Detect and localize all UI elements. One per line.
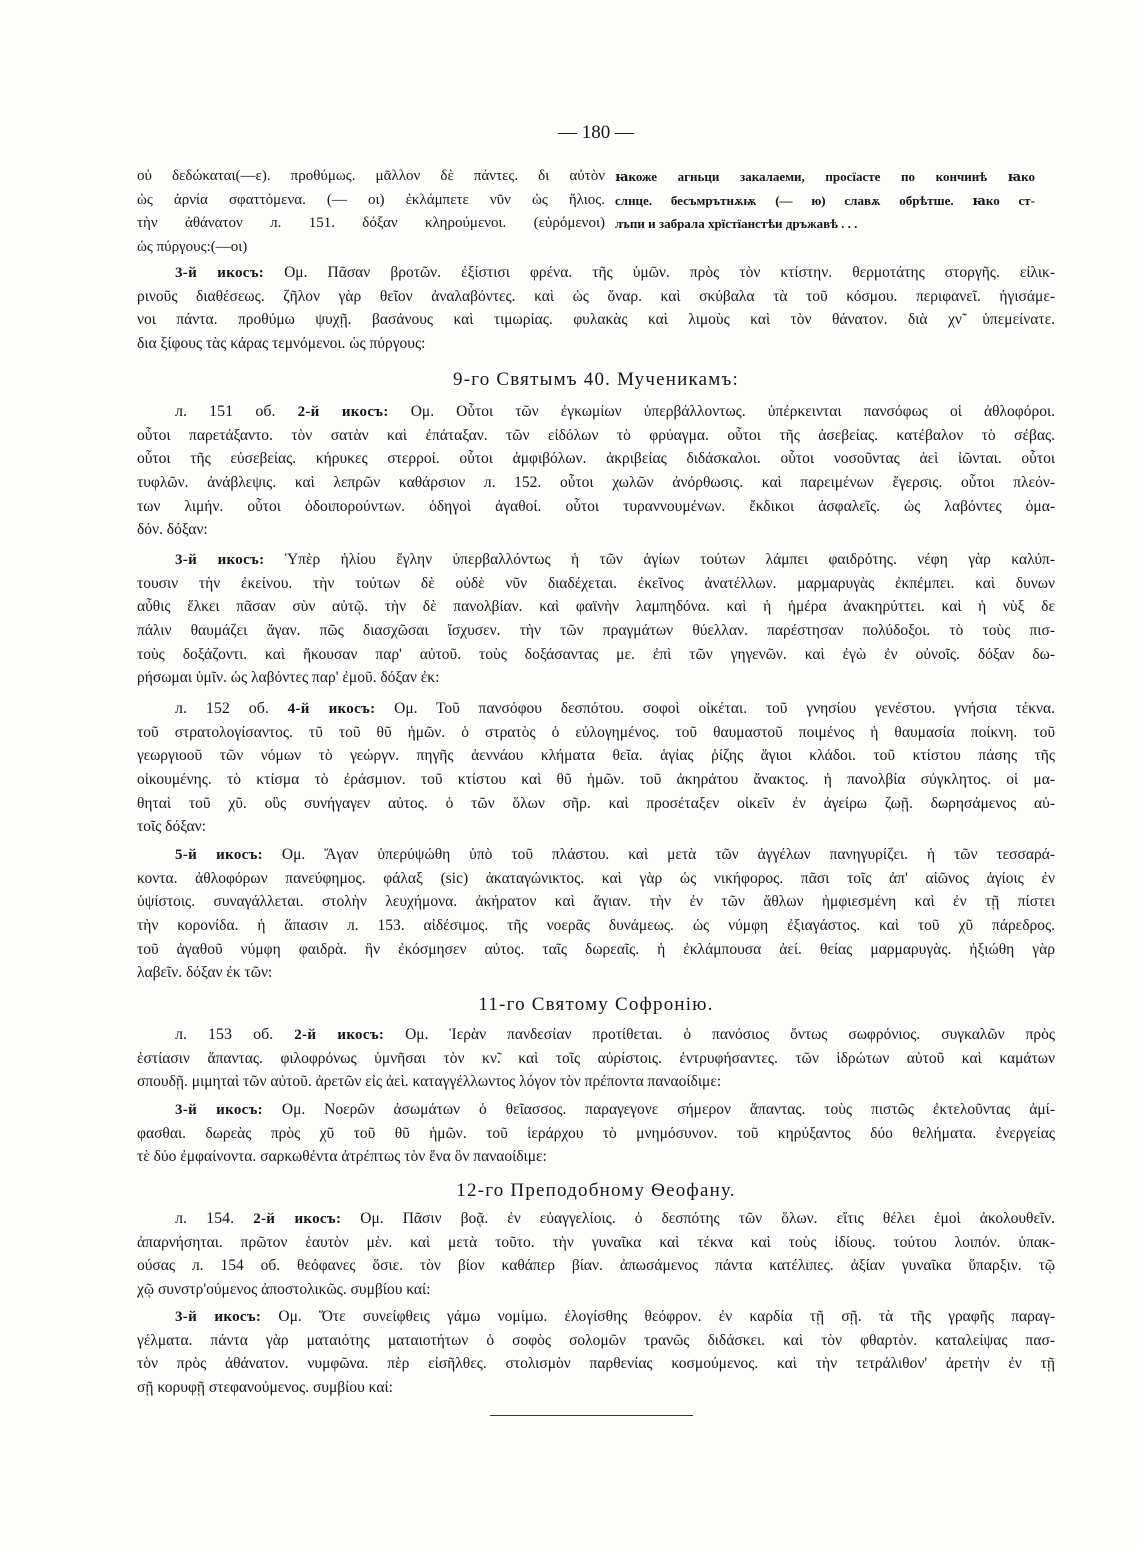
text-line: οἰκουμένης. τὸ κτίσμα τὸ ἐράσμιον. τοῦ κτίστου καὶ θῦ ἡμῶν. τοῦ ἀκηράτου ἄνακτος. ἡ πανολβία σύγκλητος. οἱ μα- [137,771,1055,789]
text-line: γεωργιοοῦ τῶν νόμων τὸ γεώργν. πηγῆς ἀεννάου κλήματα θεῖα. ἁγίας ῥίζης ἅγιοι κλάδοι. τοῦ κτίστου πάσης τῆς [137,747,1055,765]
ikos-label: 3-й икосъ: [175,552,265,568]
text-segment: Ομ. Πᾶσιν βοᾷ. ἐν εὐαγγελίοις. ὁ δεσπότης τῶν ὅλων. εἴτις θέλει ἐμοὶ ἀκολουθεῖν. [360,1210,1056,1227]
text-line: ρήσωμαι ὑμῖν. ὡς λαβόντες παρ' ἐμοῦ. δόξαν ἐκ: [137,669,440,687]
ikos-paragraph [137,697,1055,839]
greek-line: ὡς ἀρνία σφαττόμενα. (— οι) ἐκλάμπετε νῦν ὡς ἥλιος. [137,191,605,208]
ikos-label: 3-й икосъ: [175,1102,263,1118]
ikos-paragraph [137,1098,1055,1169]
text-line: των λιμήν. οὗτοι ὁδοιπορούντων. ὁδηγοὶ ἀγαθοί. οὗτοι τυραννουμένων. ἔκδικοι ἀσφαλεῖς. ὡς λαβόντες ὁμα- [137,497,1055,515]
greek-line: οὐ δεδώκαται(—ε). προθύμως. μᾶλλον δὲ πάντες. δι αὐτὸν [137,168,605,184]
text-segment: Ομ. Οὗτοι τῶν ἐγκωμίων ὑπερβάλλοντως. ὑπέρκεινται πανσόφως οἱ ἀθλοφόροι. [410,403,1055,420]
text-line: τὲ δύο ἐμφαίνοντα. σαρκωθέντα ἀτρέπτως τὸν ἕνα ὃν παναοίδιμε: [137,1148,547,1166]
text-segment: Ομ. Πᾶσαν βροτῶν. ἐξίστισι φρένα. τῆς ὑμῶν. πρὸς τὸν κτίστην. θερμοτάτης στοργῆς. εἰλικ- [284,264,1056,281]
text-line: ρινοῦς διαθέσεως. ζῆλον γὰρ θεῖον ἀναλαβόντες. καὶ ὡς ὄναρ. καὶ σκύβαλα τὰ τοῦ κόσμου. περιφανεῖ. ἡγισάμε- [137,287,1055,305]
text-segment: Ομ. Τοῦ πανσόφου δεσπότου. σοφοὶ οἰκέται. τοῦ γνησίου γενέστου. γνήσια τέκνα. [394,700,1056,717]
text-segment: Ομ. Νοερῶν ἀσωμάτων ὁ θεῖασσος. παραγεγονε σήμερον ἅπαντας. τοὺς πιστῶς ἐκτελοῦντας ἀμί- [281,1101,1056,1118]
text-line: νοι πάντα. προθύμω ψυχῇ. βασάνους καὶ τιμωρίας. φυλακὰς καὶ λιμοὺς καὶ τὸν θάνατον. διὰ χν̃ ὑπεμείνατε. [137,311,1055,329]
greek-line: ὡς πύργους:(—οι) [137,239,248,256]
section-heading: 9-го Святымъ 40. Мученикамъ: [452,369,740,390]
ikos-label: 5-й икосъ: [175,847,263,863]
slavonic-line: ꙗкоже агньци закалаеми, просїасте по кончинѣ ꙗко [615,169,1035,184]
text-line: τοῦ στρατολογίσαντος. τῦ τοῦ θῦ ἡμῶν. ὁ στρατὸς ὁ εὐλογημένος. τοῦ θαυμαστοῦ ποιμένος ἡ θαυμασία ποίκνη. τοῦ [137,723,1055,741]
ikos-label: 4-й икосъ: [287,701,376,717]
text-segment: Ομ. Ἄγαν ὑπερύψώθη ὑπὸ τοῦ πλάστου. καὶ μετὰ τῶν ἀγγέλων πανηγυρίζει. ἡ τῶν τεσσαρά- [281,846,1055,863]
text-line: τὴν κορονίδα. ἡ ἅπασιν л. 153. αἰδέσιμος. τῆς νοερᾶς δυνάμεως. ὡς νύμφη ἐξιαγάστος. καὶ τοῦ χῦ πάρεδρος. [137,917,1055,935]
text-line: γέλματα. πάντα γὰρ ματαιότης ματαιοτήτων ὁ σοφὸς σολομῶν τρανῶς διδάσκει. καὶ τὸν φθαρτὸν. καταλείψας πασ- [137,1331,1055,1349]
folio-ref: л. 152 об. [175,700,269,717]
paragraph-first-line [137,1023,1055,1047]
text-line: τὸν πρὸς ἀθάνατον. νυμφῶνα. πὲρ εἰσῆλθες. στολισμὸν παρθενίας κοσμούμενος. καὶ τὴν τετράλιθον' ἀρετὴν ἐν τῇ [137,1355,1055,1373]
text-line: ἀπαρνήσηται. πρῶτον ἑαυτὸν μὲν. καὶ μετὰ τοῦτο. τὴν γυναῖκα καὶ τέκνα καὶ τοὺς ἰδίους. τούτου λοιπόν. ὑπακ- [137,1233,1055,1251]
slavonic-line: слнце. бесъмрътнѫѭ (— ю) славѫ обрѣтше. ꙗко ст- [615,192,1035,208]
ikos-label: 3-й икосъ: [175,1309,262,1325]
ikos-label: 2-й икосъ: [253,1211,342,1227]
section-heading: 12-го Преподобному Ѳеофану. [456,1180,736,1201]
text-line: δόν. δόξαν: [137,521,208,539]
text-line: ἑστίασιν ἅπαντας. φιλοφρόνως ὑμνῆσαι τὸν κν̃. καὶ τοῖς αὐρίστοις. ἐντρυφήσαντες. τῶν ἱδρώτων αὐτοῦ καὶ καμάτων [137,1049,1055,1067]
text-segment: Ομ. Ἱερὰν πανδεσίαν προτίθεται. ὁ πανόσιος ὄντως σωφρόνιος. συγκαλῶν πρὸς [405,1026,1056,1043]
ikos-label: 3-й икосъ: [175,265,265,281]
paragraph-first-line [137,1305,1055,1329]
paragraph-first-line [137,697,1055,721]
ikos-paragraph [137,548,1055,690]
ikos-label: 2-й икосъ: [294,1027,385,1043]
folio-ref: л. 151 об. [175,403,276,420]
paragraph-first-line [137,1207,1055,1231]
text-line: λαβεῖν. δόξαν ἐκ τῶν: [137,964,273,982]
end-rule [490,1415,693,1416]
text-line: αὖθις ἕλκει πᾶσαν σὺν αὐτῷ. τὴν δὲ πανολβίαν. καὶ φαϊνὴν λαμπηδόνα. καὶ ἡ ἡμέρα ἀνακηρύττει. καὶ ἡ νὺξ δε [137,598,1055,616]
slavonic-column [615,165,1035,236]
text-line: φασθαι. δωρεὰς πρὸς χῦ τοῦ θῦ ἡμῶν. τοῦ ἱεράρχου τὸ μνημόσυνον. τοῦ κηρύξαντος δύο θελήματα. ἐνεργείας [137,1124,1055,1142]
text-line: ούσας л. 154 об. θεόφανες ὅσιε. τὸν βίον καθάπερ βίαν. ἀπωσάμενος πάντα κατέλιπες. ἀξίαν γυναῖκα ὕπαρξιν. τῷ [137,1257,1055,1275]
text-line: οὗτοι τῆς εὐσεβείας. κήρυκες στερροί. οὗτοι ἀμφιβόλων. ἀκριβείας διδάσκαλοι. οὗτοι νοσοῦντας ἀεὶ ἰῶνται. οὗτοι [137,450,1055,468]
text-line: τοῖς δόξαν: [137,818,206,836]
greek-line: τὴν ἀθάνατον л. 151. δόξαν κληρούμενοι. (εὑρόμενοι) [137,215,605,232]
ikos-label: 2-й икосъ: [297,404,389,420]
section-heading: 11-го Святому Софронію. [478,994,714,1015]
ikos-paragraph [137,1023,1055,1094]
text-segment: Ὑπὲρ ἡλίου ἔγλην ὑπερβαλλόντως ἡ τῶν ἁγίων τούτων λάμπει φαιδρότης. νέφη γὰρ καλύπ- [284,551,1056,568]
text-line: τουσιν τὴν ἐκείνου. τὴν τούτων δὲ οὐδὲ νῦν διαδέχεται. ἐκεῖνος ἀνατέλλων. μαρμαρυγὰς ἐκπέμπει. καὶ δυνων [137,574,1055,592]
text-line: πάλιν θαυμάζει ἄγαν. πῶς διασχῶσαι ἴσχυσεν. τὴν τῶν πραγμάτων θύελλαν. παρέστησαν πολύδοξοι. τὸ τοὺς πισ- [137,622,1055,640]
paragraph-first-line [137,261,1055,285]
paragraph-first-line [137,843,1055,867]
greek-column [137,165,605,260]
paragraph-first-line [137,400,1055,424]
ikos-paragraph [137,1207,1055,1302]
ikos-paragraph [137,400,1055,542]
ikos-paragraph [137,843,1055,985]
slavonic-line: лъпи и забрала хрїстїанстѣи дръжавѣ . . . [615,216,858,232]
page-number: — 180 — [558,122,634,143]
paragraph-first-line [137,1098,1055,1122]
ikos-paragraph [137,261,1055,356]
ikos-paragraph [137,1305,1055,1400]
paragraph-first-line [137,548,1055,572]
text-line: οὗτοι παρετάξαντο. τὸν σατὰν καὶ ἐπάταξαν. τῶν εἰδόλων τὸ φρύαγμα. οὗτοι τῆς ἀσεβείας. κατέβαλον τὸ σέβας. [137,426,1055,444]
text-line: σῇ κορυφῇ στεφανούμενος. συμβίου καί: [137,1379,393,1397]
text-line: χῷ συνστρ'ούμενος ἀποστολικῶς. συμβίου καί: [137,1281,431,1299]
text-line: ὑψίστοις. συναγάλλεται. στολὴν λευχήμονα. ἀκήρατον καὶ ἅγιαν. τὴν ἐν τῶν ἄθλων ἠμφιεσμένη καὶ ἐν τῇ πίστει [137,893,1055,911]
text-line: τυφλῶν. ἀνάβλεψις. καὶ λεπρῶν καθάρσιον л. 152. οὗτοι χωλῶν ἀνόρθωσις. καὶ παρειμένων ἔγερσις. οὗτοι πλεόν- [137,474,1055,492]
text-line: σπουδῇ. μιμηταὶ τῶν αὐτοῦ. ἀρετῶν εἰς ἀεὶ. καταγγέλλωντος λόγον τὸν πρέποντα παναοίδιμε: [137,1073,722,1091]
text-line: τοῦ ἀγαθοῦ νύμφη φαιδρὰ. ἣν ἐκόσμησεν αὐτος. ταῖς δωρεαῖς. ἡ ἐκλάμπουσα ἀεί. θείας μαρμαρυγὰς. ἠξιώθη γὰρ [137,940,1055,958]
folio-ref: л. 153 об. [175,1026,274,1043]
text-line: δια ξίφους τὰς κάρας τεμνόμενοι. ὡς πύργους: [137,335,426,353]
text-line: κοντα. ἀθλοφόρων πανεύφημος. φάλαξ (sic) ἀκαταγώνικτος. καὶ γὰρ ὡς νικήφορος. πᾶσι τοῖς ἀπ' αἰῶνος ἁγίοις ἐν [137,869,1055,887]
text-segment: Ομ. Ὅτε συνείφθεις γάμω νομίμω. ἐλογίσθης θεόφρον. ἐν καρδία τῇ σῇ. τὰ τῆς γραφῆς παραγ- [278,1308,1056,1325]
text-line: θηταὶ τοῦ χῦ. οὓς συνήγαγεν αὐτος. ὁ τῶν ὅλων σῆρ. καὶ προσέταξεν οἰκεῖν ἐν ἀγείρω ζωῇ. δωρησάμενος αὐ- [137,794,1055,812]
folio-ref: л. 154. [175,1210,235,1227]
text-line: τοὺς δοξάζοντι. καὶ ἤκουσαν παρ' αὐτοῦ. τοὺς δοξάσαντας με. ἐπὶ τῶν γηγενῶν. καὶ ἐγὼ ἐν οὐνοῖς. δόξαν δω- [137,645,1055,663]
